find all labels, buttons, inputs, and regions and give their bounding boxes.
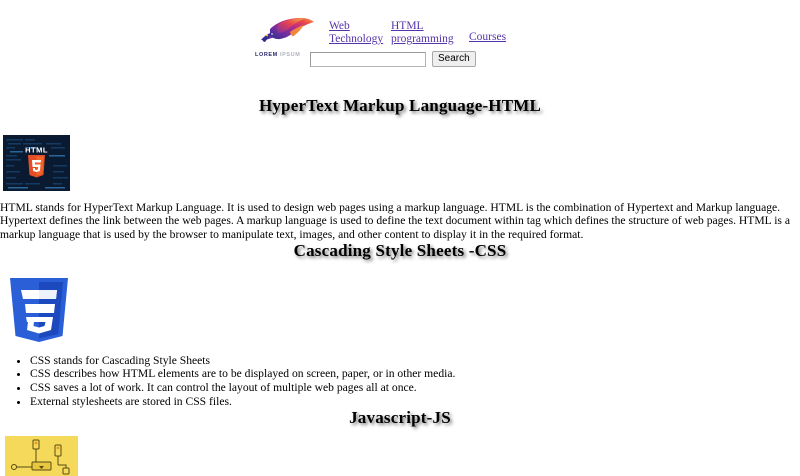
nav-link-html-programming-line1[interactable]: HTML (391, 20, 424, 32)
main-navigation (329, 20, 506, 46)
search-button[interactable]: Search (432, 51, 476, 67)
page-title-css: Cascading Style Sheets -CSS (293, 240, 507, 260)
logo-wordmark-secondary: IPSUM (280, 52, 301, 58)
page-title-html: HyperText Markup Language-HTML (258, 96, 542, 115)
nav-link-courses[interactable]: Courses (469, 31, 507, 43)
css-feature-list (0, 354, 800, 408)
header-right (329, 14, 506, 67)
list-item: • CSS saves a lot of work. It can control the layout of multiple web pages all at once. (30, 381, 800, 395)
nav-item-web-technology[interactable] (329, 20, 391, 46)
nav-item-courses[interactable] (469, 20, 506, 44)
page-title-js: Javascript-JS (349, 408, 451, 428)
nav-link-web-technology-line1[interactable]: Web (329, 20, 350, 32)
nav-link-html-programming-line2[interactable]: programming (391, 33, 454, 45)
logo-wordmark (255, 53, 317, 59)
javascript-circuit-image (5, 436, 78, 476)
spacer (0, 191, 800, 193)
nav-item-html-programming[interactable] (391, 20, 469, 46)
css3-logo-image (8, 278, 70, 342)
html5-shield-icon (3, 135, 70, 191)
logo-wordmark-primary: LOREM (255, 52, 278, 58)
list-item: • External stylesheets are stored in CSS files. (30, 395, 800, 409)
header-inner (255, 14, 506, 67)
html-description-paragraph: HTML stands for HyperText Markup Language. It is used to design web pages using a markup language. HTML is the combination of Hypertext and Markup language. Hypertext defines the link between the web pages. A markup language is used to define the text document within tag which defines the structure of web pages. HTML is a markup language that is used by the browser to manipulate text, images, and other content to display it in the required format. (0, 201, 790, 241)
site-header (0, 0, 800, 72)
svg-text:HTML: HTML (25, 145, 48, 155)
html5-logo-image (3, 135, 70, 191)
site-logo[interactable] (255, 14, 317, 59)
list-item: • CSS stands for Cascading Style Sheets (30, 354, 800, 368)
list-item: • CSS describes how HTML elements are to be displayed on screen, paper, or in other media. (30, 367, 800, 381)
search-input[interactable] (310, 52, 426, 67)
circuit-diagram-icon (5, 436, 78, 476)
nav-link-web-technology-line2[interactable]: Technology (329, 33, 384, 45)
phoenix-bird-icon (255, 14, 315, 52)
css3-shield-icon (8, 278, 70, 342)
search-form (310, 51, 506, 67)
